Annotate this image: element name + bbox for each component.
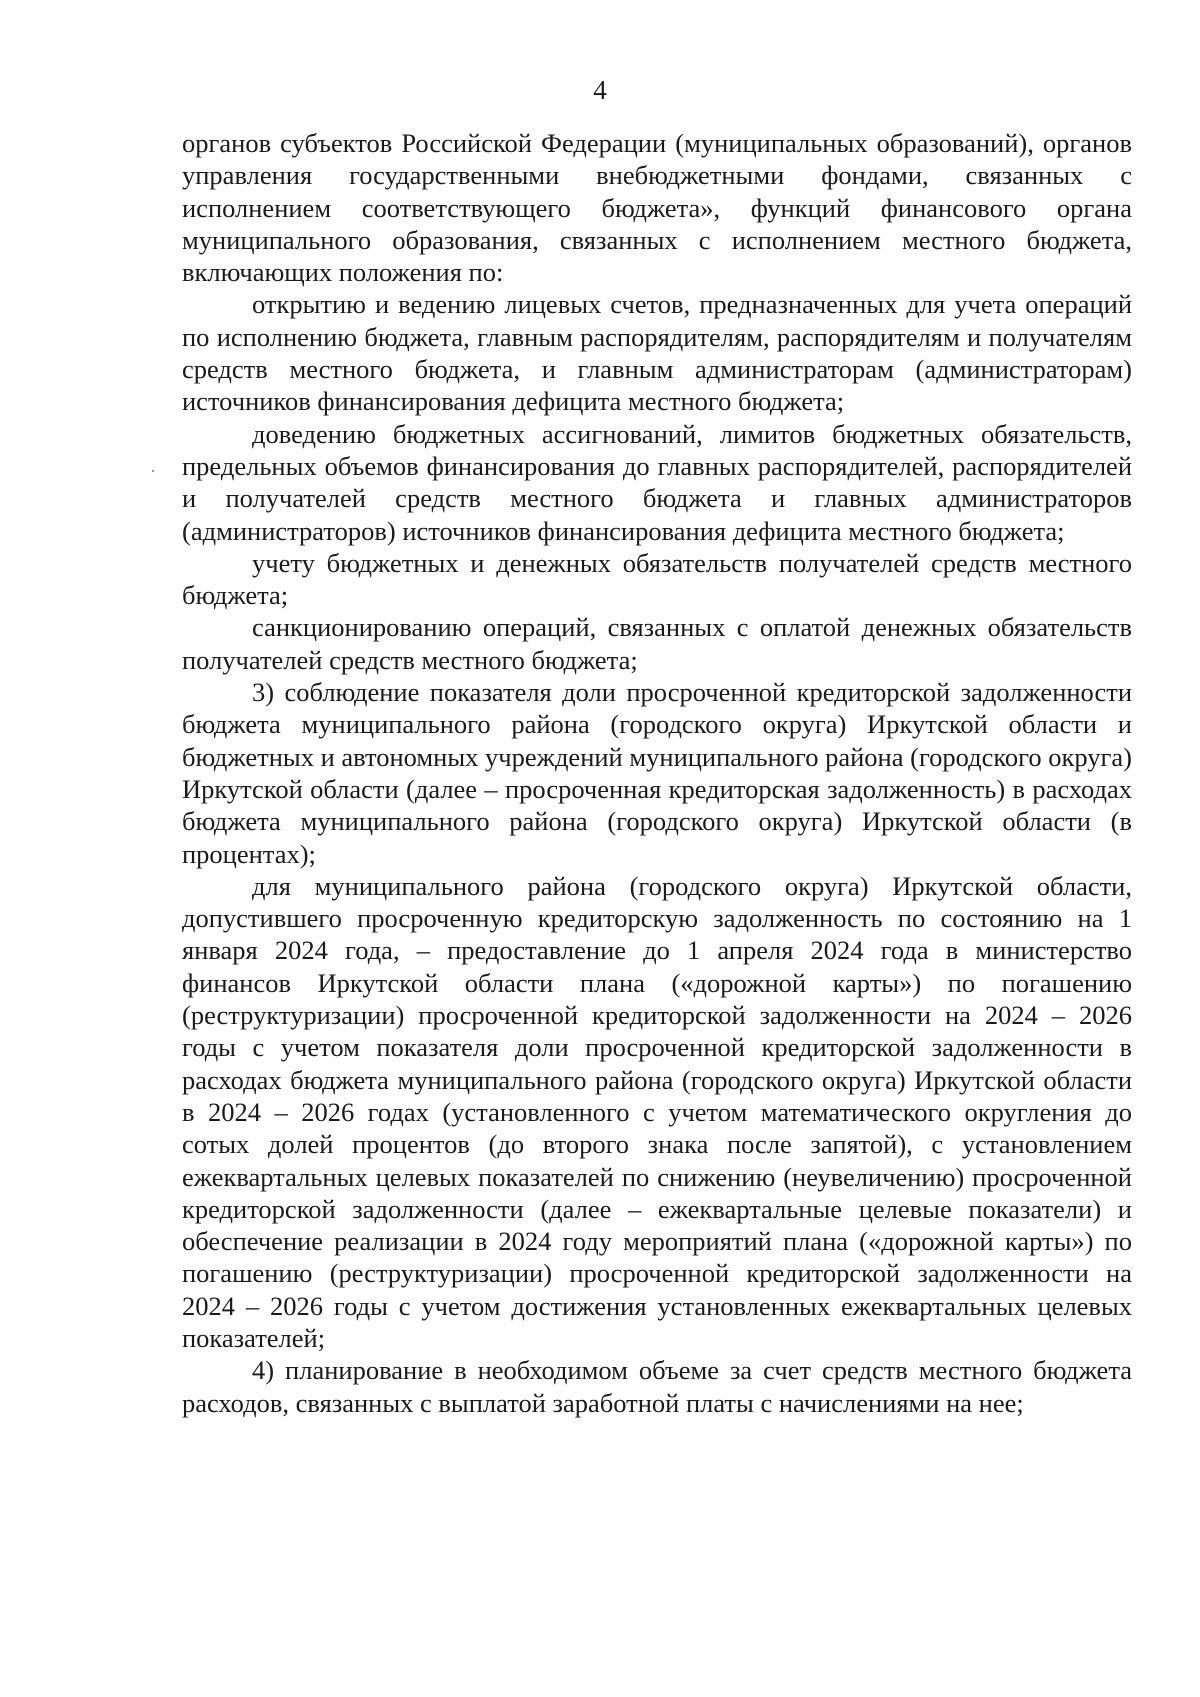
page-number: 4 bbox=[593, 75, 607, 105]
paragraph-roadmap: для муниципального района (городского округа) Иркутской области, допустившего просроченную кредиторскую задолженность по состоянию на 1 января 2024 года, – предоставление до 1 апреля 2024 года в министерство финансов Иркутской области плана («дорожной карты») по погашению (реструктуризации) просроченной кредиторской задолженности на 2024 – 2026 годы с учетом показателя доли просроченной кредиторской задолженности в расходах бюджета муниципального района (городского округа) Иркутской области в 2024 – 2026 годах (установленного с учетом математического округления до сотых долей процентов (до второго знака после запятой), с установлением ежеквартальных целевых показателей по снижению (неувеличению) просроченной кредиторской задолженности (далее – ежеквартальные целевые показатели) и обеспечение реализации в 2024 году мероприятий плана («дорожной карты») по погашению (реструктуризации) просроченной кредиторской задолженности на 2024 – 2026 годы с учетом достижения установленных ежеквартальных целевых показателей; bbox=[182, 870, 1132, 1353]
paragraph-authorization: санкционированию операций, связанных с оплатой денежных обязательств получателей средств местного бюджета; bbox=[182, 612, 1132, 675]
document-body bbox=[182, 127, 1132, 1419]
paragraph-continuation: органов субъектов Российской Федерации (муниципальных образований), органов управления государственными внебюджетными фондами, связанных с исполнением соответствующего бюджета», функций финансового органа муниципального образования, связанных с исполнением местного бюджета, включающих положения по: bbox=[182, 128, 1132, 288]
paragraph-accounts: открытию и ведению лицевых счетов, предназначенных для учета операций по исполнению бюджета, главным распорядителям, распорядителям и получателям средств местного бюджета, и главным администраторам (администраторам) источников финансирования дефицита местного бюджета; bbox=[182, 289, 1132, 417]
paragraph-item-3: 3) соблюдение показателя доли просроченной кредиторской задолженности бюджета муниципального района (городского округа) Иркутской области и бюджетных и автономных учреждений муниципального района (городского округа) Иркутской области (далее – просроченная кредиторская задолженность) в расходах бюджета муниципального района (городского округа) Иркутской области (в процентах); bbox=[182, 677, 1132, 869]
paragraph-allocations: доведению бюджетных ассигнований, лимитов бюджетных обязательств, предельных объемов финансирования до главных распорядителей, распорядителей и получателей средств местного бюджета и главных администраторов (администраторов) источников финансирования дефицита местного бюджета; bbox=[182, 418, 1132, 546]
paragraph-obligations: учету бюджетных и денежных обязательств получателей средств местного бюджета; bbox=[182, 547, 1132, 611]
paragraph-item-4: 4) планирование в необходимом объеме за счет средств местного бюджета расходов, связанных с выплатой заработной платы с начислениями на нее; bbox=[182, 1355, 1132, 1418]
scan-speck bbox=[152, 470, 154, 472]
